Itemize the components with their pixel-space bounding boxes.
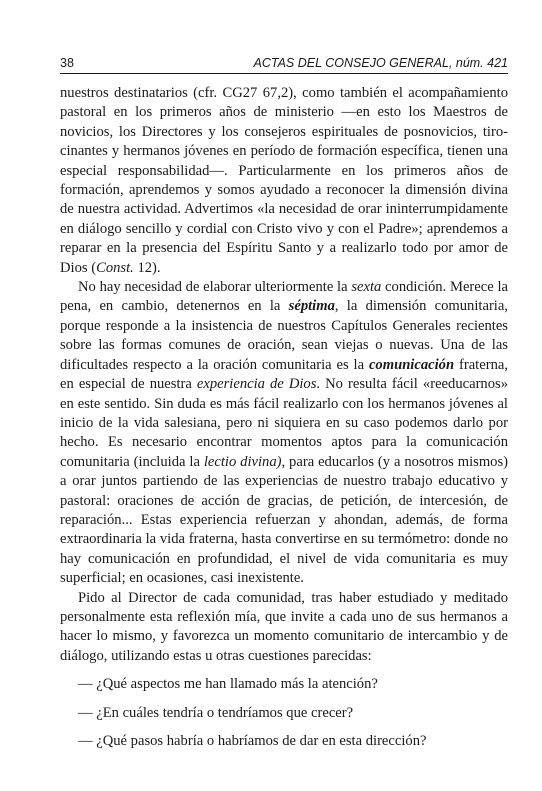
page-header xyxy=(60,56,508,74)
emphasis-lectio: lectio divina) xyxy=(203,453,282,470)
paragraph-2-text: No hay necesidad de elaborar ulteriormente la xyxy=(78,279,352,296)
const-reference: Const. xyxy=(96,259,134,276)
paragraph-2 xyxy=(60,278,508,589)
paragraph-2-text: fraterna, en especial de nuestra xyxy=(60,356,508,393)
question-list xyxy=(60,675,508,751)
body-text xyxy=(60,84,508,751)
emphasis-septima: séptima xyxy=(288,298,335,315)
running-title: ACTAS DEL CONSEJO GENERAL, núm. 421 xyxy=(253,56,508,70)
question-item: — ¿En cuáles tendría o tendríamos que crecer? xyxy=(78,704,354,721)
page-number: 38 xyxy=(60,56,74,70)
paragraph-2-text: . No resulta fácil «reeducarnos» en este sentido. Sin duda es más fácil realizarlo con los hermanos jóvenes al inicio de la vida salesiana, pero ni siquiera en su caso podemos darlo por hecho. Es necesario encontrar momentos aptos para la comunicación comunitaria (incluida la xyxy=(60,376,508,470)
emphasis-comunicacion: comunicación xyxy=(368,356,455,373)
emphasis-experiencia: experiencia de Dios xyxy=(196,376,317,393)
paragraph-1-text: nuestros destinatarios (cfr. CG27 67,2), como también el acompañamiento pastoral en los primeros años de ministerio —en esto los Maestros de novicios, los Directores y los consejeros espirituales de posnovicios, tirocinantes y hermanos jóvenes en período de formación específica, tienen una especial responsabilidad—. Particularmente en los primeros años de formación, aprendemos y somos ayudado a reconocer la dimensión divina de nuestra actividad. Advertimos «la necesidad de orar ininterrumpidamente en diálogo sencillo y cordial con Cristo vivo y con el Padre»; aprendemos a reparar en la presencia del Espíritu Santo y a realizarlo todo por amor de Dios ( xyxy=(60,85,508,276)
paragraph-1 xyxy=(60,84,508,278)
document-page xyxy=(60,56,508,751)
question-item: — ¿Qué aspectos me han llamado más la atención? xyxy=(78,676,378,693)
paragraph-1-text-end: 12). xyxy=(133,259,161,276)
question-item: — ¿Qué pasos habría o habríamos de dar en esta dirección? xyxy=(78,733,427,749)
emphasis-sexta: sexta xyxy=(351,279,382,296)
paragraph-2-text: , para educarlos (y a nosotros mismos) a orar juntos partiendo de las experiencias de nuestro trabajo educativo y pastoral: oraciones de acción de gracias, de petición, de intercesión, de reparación... Estas experiencia refuerzan y ahondan, además, de forma extraordinaria la vida fraterna, hasta convertirse en su termómetro: donde no hay comunicación en profundidad, el nivel de vida comunitaria es muy superficial; en ocasiones, casi inexistente. xyxy=(60,453,509,587)
paragraph-2-text: , la dimensión comunitaria, porque responde a la insistencia de nuestros Capítulos Generales recientes sobre las formas comunes de oración, sean viejas o nuevas. Una de las dificultades respecto a la oración comunitaria es la xyxy=(60,298,508,373)
paragraph-2-text: condición. Merece la pena, en cambio, detenernos en la xyxy=(60,279,508,315)
paragraph-3: Pido al Director de cada comunidad, tras haber estudiado y meditado personalmente esta reflexión mía, que invite a cada uno de sus hermanos a hacer lo mismo, y favorezca un momento comunitario de intercambio y de diálogo, utilizando estas u otras cuestiones parecidas: xyxy=(60,589,508,664)
